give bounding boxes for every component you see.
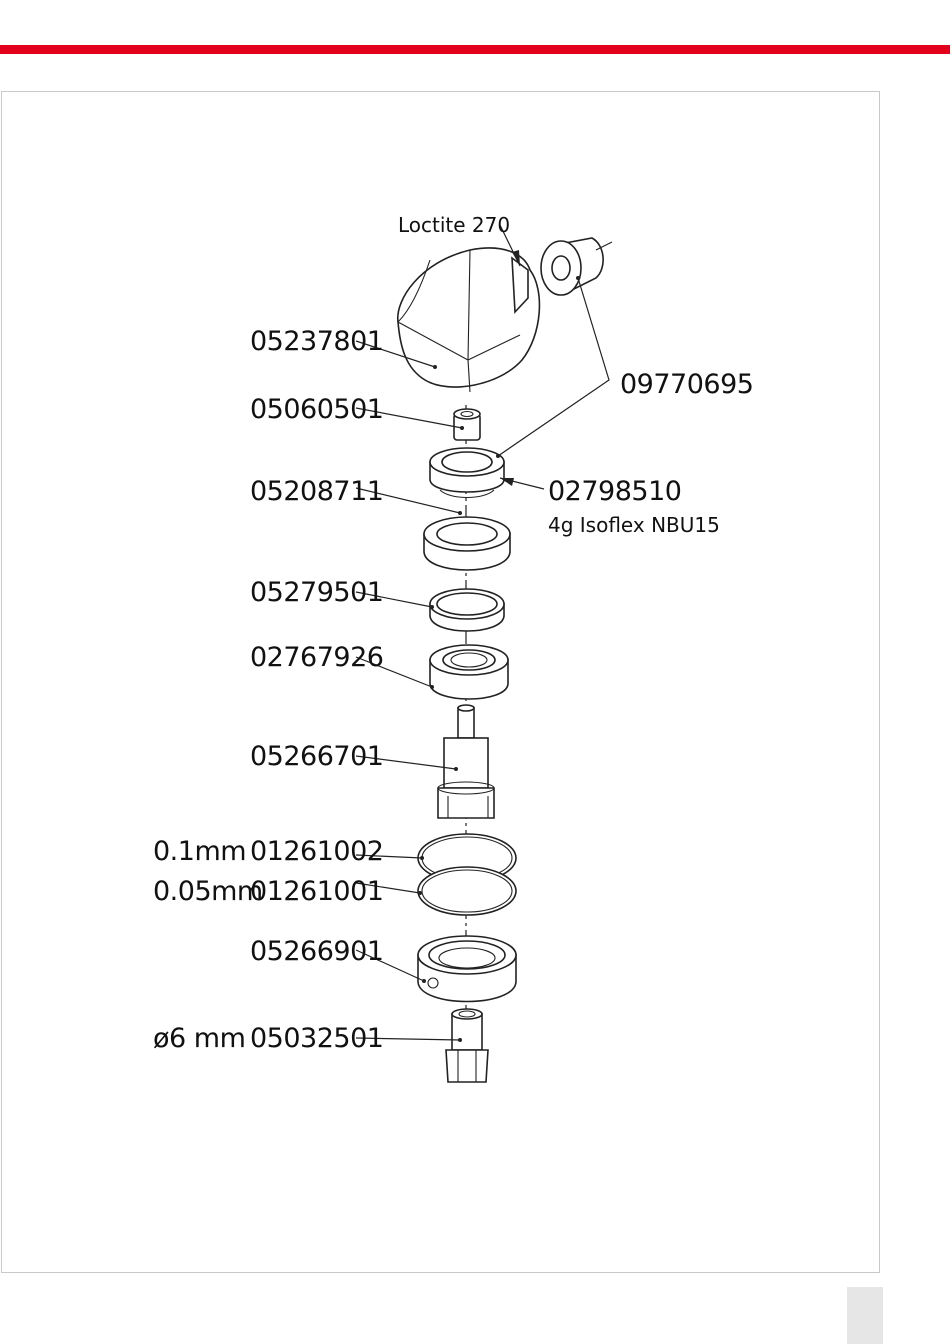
- part-label-09770695: 09770695: [620, 369, 754, 400]
- part-label-05266701: 05266701: [250, 741, 384, 772]
- part-label-05060501: 05060501: [250, 394, 384, 425]
- head-housing-part: [398, 248, 540, 392]
- seal-part: [430, 448, 504, 498]
- collet-part: [446, 1009, 488, 1082]
- sleeve-part: [454, 409, 480, 440]
- collet-nut-part: [418, 936, 516, 1002]
- collet-size-label: ø6 mm: [153, 1023, 246, 1054]
- part-label-05279501: 05279501: [250, 577, 384, 608]
- part-label-05237801: 05237801: [250, 326, 384, 357]
- part-label-02767926: 02767926: [250, 642, 384, 673]
- part-label-01261001: 01261001: [250, 876, 384, 907]
- thin-ring-part: [430, 589, 504, 631]
- part-label-01261002: 01261002: [250, 836, 384, 867]
- part-label-02798510: 02798510: [548, 476, 682, 507]
- spindle-shaft-part: [438, 705, 494, 818]
- o-ring-01261001-part: [418, 867, 516, 915]
- bearing-part: [430, 645, 508, 699]
- shim-thickness-label-01: 0.1mm: [153, 836, 247, 867]
- loctite-label: Loctite 270: [398, 213, 511, 237]
- bushing-part: [541, 238, 612, 295]
- part-label-05266901: 05266901: [250, 936, 384, 967]
- shim-thickness-label-005: 0.05mm: [153, 876, 263, 907]
- spacer-ring-part: [424, 517, 510, 570]
- part-label-05032501: 05032501: [250, 1023, 384, 1054]
- part-label-05208711: 05208711: [250, 476, 384, 507]
- grease-note-label: 4g Isoflex NBU15: [548, 513, 720, 537]
